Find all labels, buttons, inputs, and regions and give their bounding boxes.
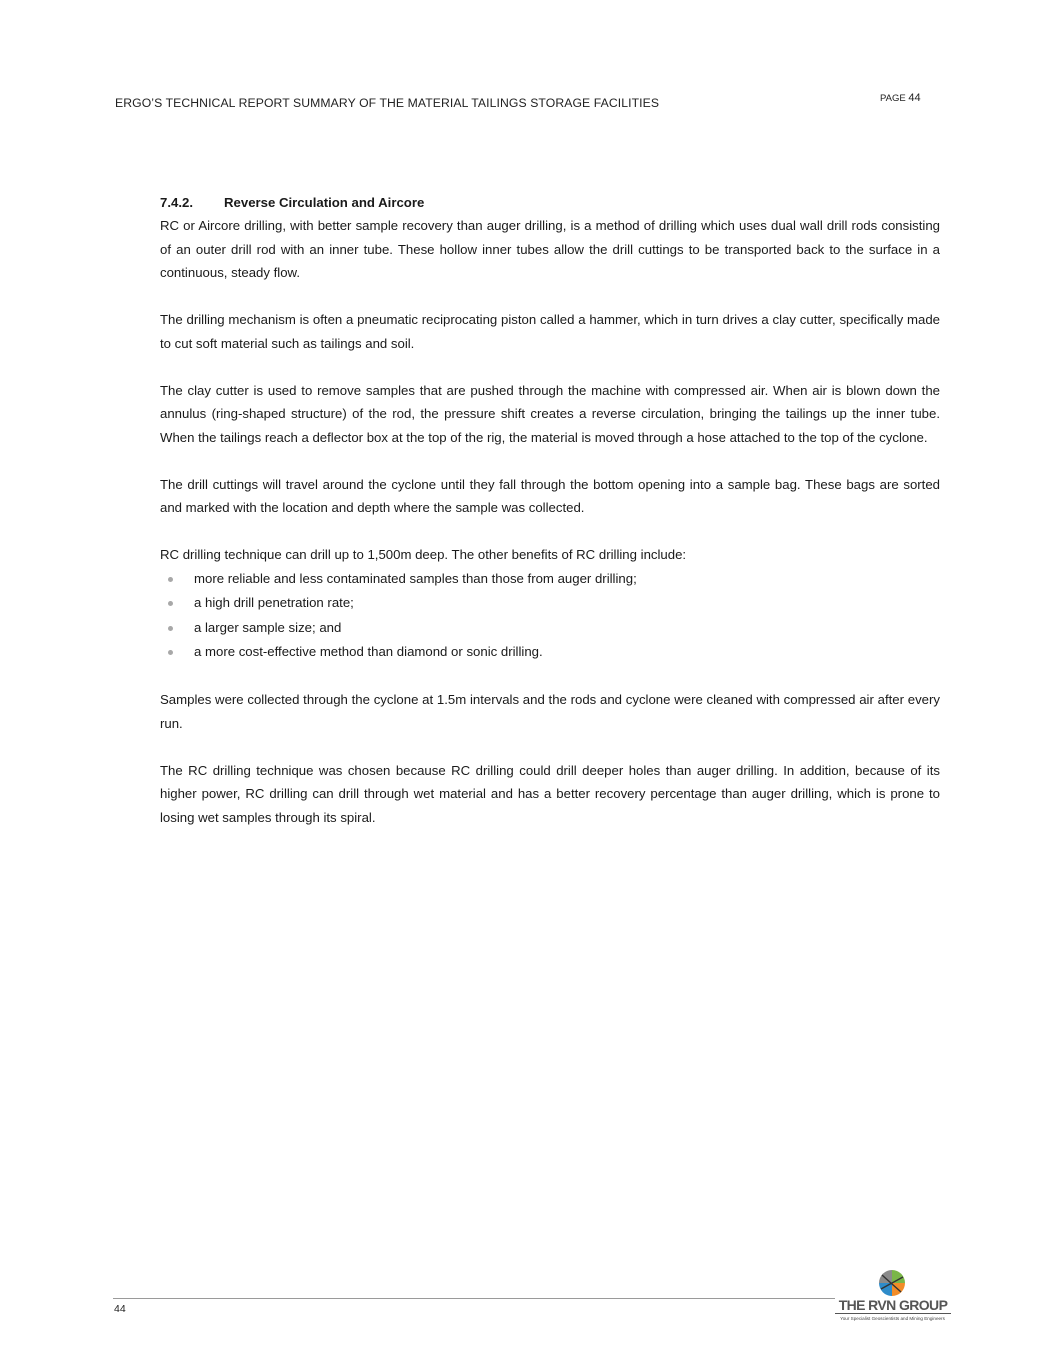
- list-item: a high drill penetration rate;: [160, 591, 940, 616]
- footer-page-number: 44: [114, 1303, 126, 1315]
- benefits-list: [160, 567, 940, 665]
- section-title: Reverse Circulation and Aircore: [224, 195, 425, 210]
- paragraph: RC or Aircore drilling, with better sample recovery than auger drilling, is a method of drilling which uses dual wall drill rods consisting of an outer drill rod with an inner tube. These hollow inner tubes allow the drill cuttings to be transported back to the surface in a continuous, steady flow.: [160, 218, 940, 280]
- header-title: ERGO’S TECHNICAL REPORT SUMMARY OF THE MATERIAL TAILINGS STORAGE FACILITIES: [115, 96, 660, 110]
- list-item: a more cost-effective method than diamond or sonic drilling.: [160, 640, 940, 665]
- list-item: a larger sample size; and: [160, 616, 940, 641]
- logo-segment-gray: [879, 1270, 892, 1283]
- footer-divider: [113, 1298, 835, 1299]
- logo-emblem-icon: [830, 1268, 955, 1300]
- paragraph: The RC drilling technique was chosen because RC drilling could drill deeper holes than auger drilling. In addition, because of its higher power, RC drilling can drill through wet material and has a better recovery percentage than auger drilling, which is prone to losing wet samples through its spiral.: [160, 762, 940, 825]
- header-page-number: [880, 92, 921, 104]
- paragraph: The drilling mechanism is often a pneumatic reciprocating piston called a hammer, which in turn drives a clay cutter, specifically made to cut soft material such as tailings and soil.: [160, 312, 940, 351]
- section-heading: [160, 193, 940, 213]
- logo-segment-green: [892, 1270, 905, 1283]
- rvn-group-logo: [830, 1268, 955, 1324]
- paragraph: The clay cutter is used to remove samples that are pushed through the machine with compressed air. When air is blown down the annulus (ring-shaped structure) of the rod, the pressure shift creates a reverse circulation, bringing the tailings up the inner tube. When the tailings reach a deflector box at the top of the rig, the material is moved through a hose attached to the top of the cyclone.: [160, 382, 940, 445]
- logo-segment-blue: [879, 1283, 892, 1296]
- main-content: [160, 193, 940, 853]
- logo-tagline: Your Specialist Geoscientists and Mining Engineers: [840, 1316, 945, 1321]
- logo-name: THE RVN GROUP: [835, 1298, 951, 1314]
- paragraph: Samples were collected through the cyclone at 1.5m intervals and the rods and cyclone were cleaned with compressed air after every run.: [160, 692, 940, 731]
- paragraph-list-intro: RC drilling technique can drill up to 1,500m deep. The other benefits of RC drilling include:: [160, 547, 687, 562]
- header-page-label: PAGE: [880, 93, 906, 104]
- section-number: 7.4.2.: [160, 195, 193, 210]
- header-page-value: 44: [908, 92, 921, 104]
- paragraph: The drill cuttings will travel around the cyclone until they fall through the bottom opening into a sample bag. These bags are sorted and marked with the location and depth where the sample was collected.: [160, 476, 940, 515]
- list-item: more reliable and less contaminated samples than those from auger drilling;: [160, 567, 940, 592]
